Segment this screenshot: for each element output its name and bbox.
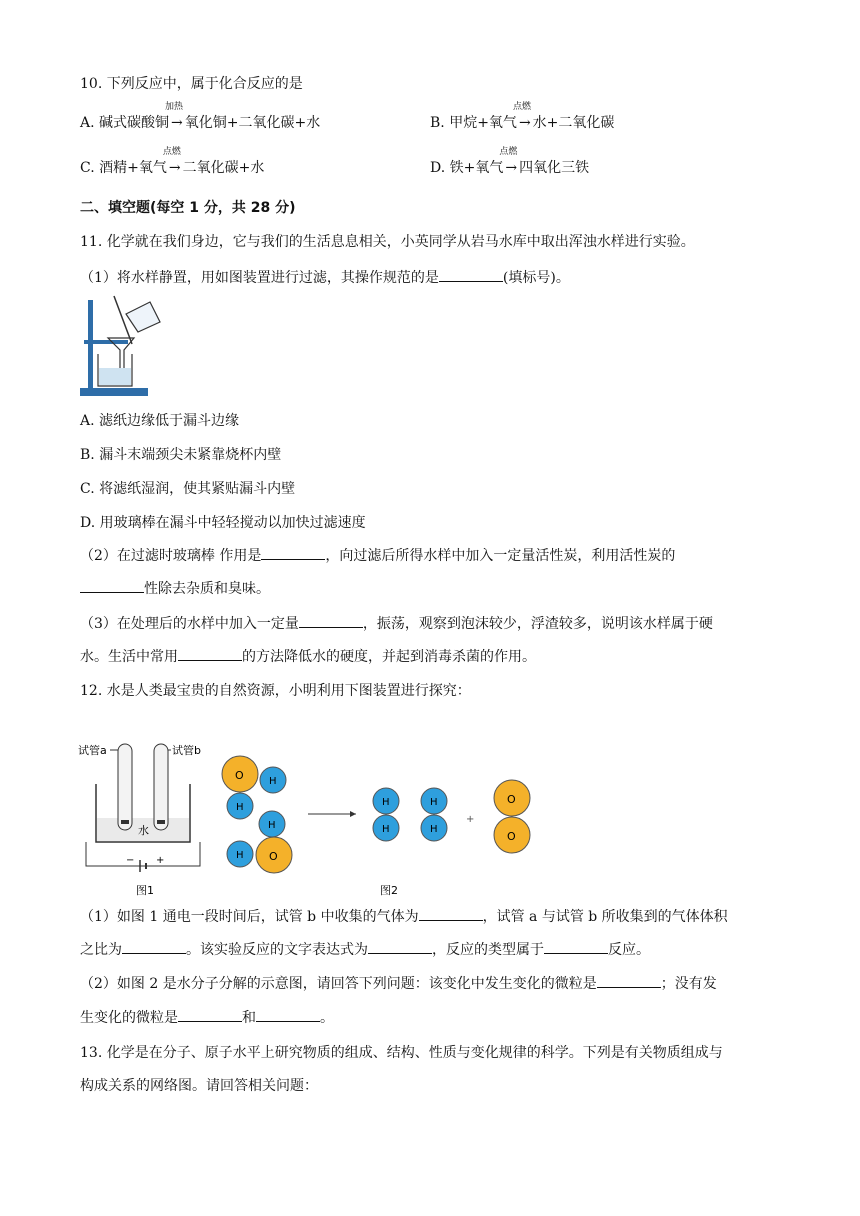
circuit-wire [86, 842, 200, 866]
section-title: 二、填空题(每空 1 分，共 28 分) [80, 200, 296, 216]
water-molecule [227, 811, 292, 873]
product: 二氧化碳+水 [182, 160, 265, 176]
condition: 点燃 [162, 147, 181, 157]
text: ；没有发 [660, 976, 717, 992]
text: 。该实验反应的文字表达式为 [186, 942, 368, 958]
atom-label: H [269, 776, 277, 787]
condition: 加热 [165, 102, 184, 112]
hydrogen-molecule [373, 788, 399, 841]
answer-blank[interactable] [80, 580, 144, 593]
electrode-a [121, 820, 129, 824]
q10-option-c [80, 147, 265, 178]
product: 水+二氧化碳 [532, 115, 615, 131]
condition: 点燃 [512, 102, 531, 112]
q11-option-c: C. 将滤纸湿润，使其紧贴漏斗内壁 [80, 481, 296, 497]
option-letter: B. [430, 115, 445, 131]
text: (填标号)。 [502, 270, 570, 286]
q11-option-d: D. 用玻璃棒在漏斗中轻轻搅动以加快过滤速度 [80, 515, 366, 531]
atom-label: O [507, 830, 516, 843]
answer-blank[interactable] [122, 941, 186, 954]
text: 性除去杂质和臭味。 [144, 581, 270, 597]
beaker-liquid [99, 368, 131, 385]
answer-blank[interactable] [439, 269, 503, 282]
stand-rod [88, 300, 93, 390]
reactant: 碱式碳酸铜 [99, 115, 170, 131]
product: 四氧化三铁 [519, 160, 590, 176]
text: ，振荡，观察到泡沫较少，浮渣较多，说明该水样属于硬 [362, 616, 713, 632]
q11-part2-line1 [80, 546, 675, 566]
q11-option-b: B. 漏斗末端颈尖未紧靠烧杯内壁 [80, 447, 282, 463]
q11-option-a: A. 滤纸边缘低于漏斗边缘 [80, 413, 240, 429]
atom-label: H [430, 797, 438, 808]
q13-stem-continued: 构成关系的网络图。请回答相关问题： [80, 1078, 318, 1094]
text: ，向过滤后所得水样中加入一定量活性炭，利用活性炭的 [325, 548, 676, 564]
atom-label: H [236, 850, 244, 861]
electrolysis-figure-1 [78, 736, 208, 898]
battery-plus: + [156, 855, 165, 866]
q10-stem: 10. 下列反应中，属于化合反应的是 [80, 76, 303, 92]
answer-blank[interactable] [299, 615, 363, 628]
hydrogen-molecule [421, 788, 447, 841]
q12-part2-line1 [80, 974, 717, 994]
answer-blank[interactable] [597, 975, 661, 988]
text: （1）将水样静置，用如图装置进行过滤，其操作规范的是 [80, 270, 439, 286]
atom-label: H [236, 802, 244, 813]
answer-blank[interactable] [544, 941, 608, 954]
text: 和 [242, 1010, 256, 1026]
oxygen-molecule [494, 780, 530, 853]
answer-blank[interactable] [368, 941, 432, 954]
reactant: 甲烷+氧气 [449, 115, 517, 131]
option-letter: A. [80, 115, 95, 131]
text: 生变化的微粒是 [80, 1010, 178, 1026]
q11-part3-line1 [80, 614, 713, 634]
q10-option-a [80, 102, 321, 133]
text: ，试管 a 与试管 b 所收集到的气体体积 [482, 909, 728, 925]
arrow: 加热 → [171, 113, 183, 133]
text: ，反应的类型属于 [432, 942, 544, 958]
battery-minus: − [126, 855, 135, 866]
atom-label: O [269, 850, 278, 863]
atom-label: H [382, 824, 390, 835]
text: （3）在处理后的水样中加入一定量 [80, 616, 299, 632]
answer-blank[interactable] [256, 1009, 320, 1022]
answer-blank[interactable] [261, 547, 325, 560]
text: （2）在过滤时玻璃棒 作用是 [80, 548, 262, 564]
q11-part2-line2 [80, 579, 270, 599]
plus-sign: + [466, 814, 475, 825]
arrow: 点燃 → [169, 158, 181, 178]
q11-part3-line2 [80, 647, 536, 667]
text: 之比为 [80, 942, 122, 958]
water-molecule [222, 756, 286, 819]
q12-part1-line2 [80, 940, 650, 960]
filtration-apparatus-figure [78, 292, 168, 402]
q11-stem: 11. 化学就在我们身边，它与我们的生活息息相关，小英同学从岩马水库中取出浑浊水样进行实验。 [80, 234, 695, 250]
option-letter: C. [80, 160, 95, 176]
q13-stem: 13. 化学是在分子、原子水平上研究物质的组成、结构、性质与变化规律的科学。下列是有关物质组成与 [80, 1045, 723, 1061]
text: 的方法降低水的硬度，并起到消毒杀菌的作用。 [242, 649, 536, 665]
atom-label: H [430, 824, 438, 835]
q10-option-b [430, 102, 615, 133]
product: 氧化铜+二氧化碳+水 [184, 115, 321, 131]
reactant: 酒精+氧气 [99, 160, 167, 176]
reactant: 铁+氧气 [449, 160, 504, 176]
arrow-head [350, 811, 356, 817]
condition: 点燃 [499, 147, 518, 157]
q12-part2-line2 [80, 1008, 334, 1028]
atom-label: H [268, 820, 276, 831]
arrow: 点燃 → [519, 113, 531, 133]
text: 水。生活中常用 [80, 649, 178, 665]
text: 反应。 [608, 942, 650, 958]
text: （2）如图 2 是水分子分解的示意图，请回答下列问题：该变化中发生变化的微粒是 [80, 976, 597, 992]
atom-label: H [382, 797, 390, 808]
test-tube-a [118, 744, 132, 830]
q12-part1-line1 [80, 907, 728, 927]
q11-part1 [80, 268, 570, 288]
q12-stem: 12. 水是人类最宝贵的自然资源，小明利用下图装置进行探究： [80, 683, 471, 699]
ring-clamp [84, 340, 128, 344]
text: （1）如图 1 通电一段时间后，试管 b 中收集的气体为 [80, 909, 419, 925]
answer-blank[interactable] [178, 1009, 242, 1022]
answer-blank[interactable] [178, 648, 242, 661]
water-decomposition-figure-2 [220, 754, 560, 898]
figure-1-caption: 图1 [136, 884, 154, 897]
water-label: 水 [138, 824, 149, 837]
tube-a-label: 试管a [78, 744, 107, 757]
electrode-b [157, 820, 165, 824]
arrow: 点燃 → [505, 158, 517, 178]
q10-option-d [430, 147, 590, 178]
text: 。 [320, 1010, 334, 1026]
option-letter: D. [430, 160, 446, 176]
pouring-beaker [126, 302, 160, 332]
atom-label: O [507, 793, 516, 806]
figure-2-caption: 图2 [380, 884, 398, 897]
answer-blank[interactable] [419, 908, 483, 921]
atom-label: O [235, 769, 244, 782]
test-tube-b [154, 744, 168, 830]
tube-b-label: 试管b [172, 744, 201, 757]
